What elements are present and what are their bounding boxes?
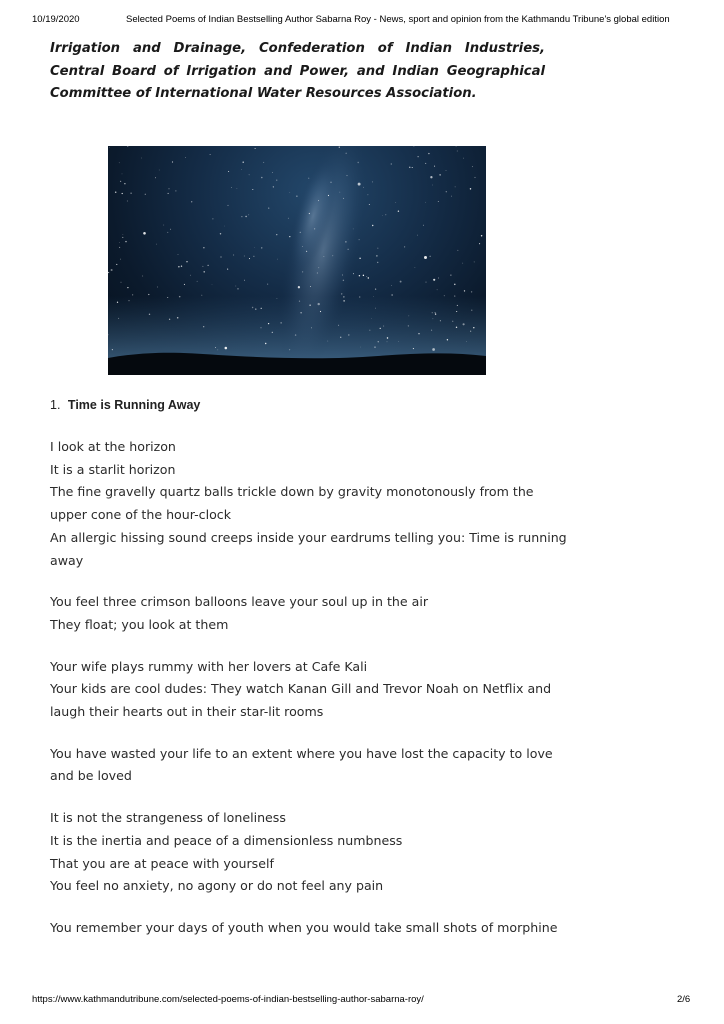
poem-line: It is the inertia and peace of a dimensionless numbness [50, 832, 403, 848]
star [267, 284, 268, 285]
star [157, 287, 158, 288]
star [317, 273, 318, 274]
poem-line: It is a starlit horizon [50, 461, 176, 477]
star [272, 332, 273, 333]
poem-stanza [50, 917, 570, 940]
poem-body [50, 436, 570, 959]
star [159, 170, 160, 171]
star [430, 176, 432, 178]
starry-sky-illustration [108, 146, 486, 375]
star [456, 327, 457, 328]
star [383, 326, 384, 327]
star [244, 255, 245, 256]
star [127, 200, 128, 201]
star [119, 242, 120, 243]
star [456, 146, 457, 147]
star [451, 196, 452, 197]
star [418, 333, 419, 334]
star [348, 334, 349, 335]
star [298, 286, 300, 288]
star [372, 181, 373, 182]
star [378, 341, 379, 342]
star [248, 214, 249, 215]
star [456, 311, 457, 312]
poem-number: 1. [50, 398, 61, 412]
star [346, 153, 347, 154]
starry-night-sky-photo [108, 146, 486, 375]
star [254, 247, 255, 248]
poem-title: Time is Running Away [67, 398, 201, 412]
star [130, 192, 131, 193]
star [392, 294, 393, 295]
star [346, 175, 347, 176]
star [276, 234, 277, 235]
star [425, 163, 426, 164]
star [311, 327, 312, 328]
poem-line: It is not the strangeness of loneliness [50, 810, 286, 826]
star [391, 164, 392, 165]
star [120, 259, 121, 260]
star [149, 314, 150, 315]
star [470, 331, 471, 332]
star [432, 348, 435, 351]
poem-heading [50, 398, 200, 412]
star [300, 312, 301, 313]
star [433, 279, 435, 281]
star [341, 293, 342, 294]
star [243, 162, 244, 163]
star [432, 185, 433, 186]
star [413, 348, 414, 349]
star [343, 280, 344, 281]
poem-line: You feel three crimson balloons leave your soul up in the air [50, 594, 429, 610]
star [431, 330, 432, 331]
star [398, 210, 399, 211]
star [268, 323, 269, 324]
star [170, 229, 171, 230]
star [233, 255, 234, 256]
star [425, 202, 426, 203]
star [424, 256, 427, 259]
star [387, 341, 388, 342]
star [457, 150, 458, 151]
star [289, 236, 290, 237]
star [123, 234, 124, 235]
star [373, 296, 374, 297]
star [191, 201, 192, 202]
star [109, 147, 110, 148]
star [418, 156, 419, 157]
star [272, 172, 273, 173]
star [320, 311, 321, 312]
star [169, 319, 170, 320]
star [117, 302, 118, 303]
star [302, 246, 303, 247]
print-page-title: Selected Poems of Indian Bestselling Author Sabarna Roy - News, sport and opinion from the Kathmandu Tribune's global edition [126, 14, 670, 25]
star [330, 182, 331, 183]
star [122, 237, 123, 238]
star [276, 180, 277, 181]
star [343, 198, 344, 199]
star [163, 225, 164, 226]
star [156, 244, 157, 245]
star [471, 291, 472, 292]
star [143, 232, 146, 235]
star [366, 276, 367, 277]
star [108, 272, 109, 273]
star [249, 174, 250, 175]
star [463, 323, 465, 325]
star [474, 177, 475, 178]
star [452, 321, 453, 322]
star [122, 174, 123, 175]
star [457, 305, 458, 306]
star [409, 167, 410, 168]
star [472, 166, 473, 167]
star [125, 241, 126, 242]
star [430, 256, 431, 257]
star [116, 264, 117, 265]
star [374, 346, 375, 347]
star [345, 241, 346, 242]
star [178, 266, 179, 267]
star [289, 192, 290, 193]
star [318, 200, 319, 201]
star [308, 178, 309, 179]
star [179, 296, 181, 298]
star [471, 310, 472, 311]
star [306, 251, 307, 252]
star [309, 213, 310, 214]
star [438, 278, 439, 279]
star [434, 166, 435, 167]
poem-stanza [50, 436, 570, 572]
star [438, 201, 439, 202]
star [288, 218, 289, 219]
poem-line: The fine gravelly quartz balls trickle down by gravity monotonously from the upper cone of the hour-clock [50, 484, 534, 523]
star [115, 192, 116, 193]
star [398, 341, 399, 342]
star [454, 284, 455, 285]
star [339, 192, 340, 193]
star [314, 228, 315, 229]
star [169, 188, 170, 189]
star [197, 281, 198, 282]
star [212, 218, 213, 219]
star [368, 277, 369, 278]
star [357, 162, 358, 163]
star [375, 288, 376, 289]
star [228, 171, 229, 172]
star [255, 148, 256, 149]
star [382, 215, 383, 216]
star [253, 256, 254, 257]
star [435, 312, 436, 313]
star [433, 318, 434, 319]
star [454, 295, 455, 296]
poem-line: An allergic hissing sound creeps inside your eardrums telling you: Time is running away [50, 529, 567, 568]
star [120, 181, 121, 182]
intro-paragraph: Irrigation and Drainage, Confederation of Indian Industries, Central Board of Irrigation and Power, and Indian Geographical Committee of International Water Resources Association. [50, 41, 545, 101]
star [168, 193, 169, 194]
print-date: 10/19/2020 [32, 14, 80, 25]
star [167, 297, 168, 298]
star [277, 259, 278, 260]
star [359, 297, 360, 298]
star [208, 265, 209, 266]
print-header [0, 14, 724, 28]
star [241, 169, 242, 170]
star [263, 162, 264, 163]
star [141, 158, 142, 159]
star [175, 190, 176, 191]
star [423, 225, 424, 226]
star [127, 287, 128, 288]
star [203, 247, 204, 248]
star [375, 308, 376, 309]
star [458, 250, 459, 251]
star [387, 337, 388, 338]
star [122, 193, 123, 194]
page-number: 2/6 [677, 994, 691, 1005]
star [145, 194, 146, 195]
star [212, 284, 213, 285]
star [225, 347, 228, 350]
star [343, 296, 344, 297]
star [408, 316, 409, 317]
star [220, 233, 221, 234]
star [470, 188, 471, 189]
star [444, 295, 445, 296]
star [237, 288, 238, 289]
star [119, 162, 120, 163]
star [178, 254, 179, 255]
star [363, 275, 364, 276]
star [261, 177, 263, 179]
star [446, 191, 447, 192]
star [172, 161, 173, 162]
star [391, 285, 392, 286]
star [249, 258, 250, 259]
star [181, 265, 182, 266]
star [268, 207, 269, 208]
star [359, 275, 360, 276]
star [413, 146, 414, 147]
star [190, 275, 191, 276]
star [385, 214, 386, 215]
star [276, 298, 277, 299]
star [342, 275, 343, 276]
star [244, 280, 245, 281]
star [252, 189, 253, 190]
star [261, 308, 262, 309]
star [338, 325, 339, 326]
star [464, 290, 465, 291]
star [220, 256, 221, 257]
star [376, 255, 377, 256]
poem-stanza [50, 656, 570, 724]
star [184, 284, 185, 285]
star [353, 229, 354, 230]
poem-line: I look at the horizon [50, 439, 176, 454]
star [215, 347, 216, 348]
star [339, 147, 340, 148]
star [227, 269, 228, 270]
star [210, 154, 211, 155]
poem-line: That you are at peace with yourself [50, 855, 274, 871]
star [111, 269, 113, 271]
star [378, 248, 379, 249]
star [224, 226, 225, 227]
star [299, 301, 300, 302]
star [426, 282, 427, 283]
star [446, 170, 447, 171]
poem-stanza [50, 591, 570, 636]
star [400, 281, 402, 283]
star [332, 255, 333, 256]
star [318, 303, 320, 305]
star [241, 216, 242, 217]
star [255, 308, 256, 309]
star [358, 183, 361, 186]
star [359, 239, 360, 240]
star [360, 347, 361, 348]
star [310, 286, 311, 287]
star [343, 300, 344, 301]
star [119, 247, 120, 248]
star [437, 289, 438, 290]
star [327, 341, 328, 342]
star [473, 327, 474, 328]
star [348, 249, 349, 250]
poem-stanza [50, 743, 570, 788]
star [363, 187, 364, 188]
poem-line: You feel no anxiety, no agony or do not feel any pain [50, 878, 384, 894]
star [432, 312, 433, 313]
star [203, 271, 204, 272]
star [300, 232, 301, 233]
star [124, 183, 125, 184]
star [185, 157, 186, 158]
star [155, 177, 156, 178]
star [261, 247, 262, 248]
star [359, 258, 360, 259]
star [324, 256, 325, 257]
star [177, 317, 179, 319]
star [127, 146, 128, 147]
star [415, 267, 416, 268]
star [148, 294, 149, 295]
star [245, 216, 246, 217]
star [353, 273, 354, 274]
star [370, 330, 371, 331]
star [309, 305, 310, 306]
poem-line: Your kids are cool dudes: They watch Kanan Gill and Trevor Noah on Netflix and laugh their hearts out in their star-lit rooms [50, 681, 552, 720]
star [439, 174, 440, 175]
star [132, 294, 133, 295]
star [450, 275, 451, 276]
star [237, 188, 238, 189]
star [202, 266, 203, 267]
star [203, 326, 204, 327]
print-url: https://www.kathmandutribune.com/selected-poems-of-indian-bestselling-author-sabarna-roy/ [32, 994, 424, 1005]
star [372, 225, 373, 226]
star [367, 194, 368, 195]
star [395, 202, 396, 203]
star [328, 195, 329, 196]
star [302, 271, 303, 272]
star [462, 263, 463, 264]
star [167, 232, 168, 233]
star [377, 262, 378, 263]
poem-stanza [50, 807, 570, 898]
star [435, 313, 436, 314]
poem-line: You have wasted your life to an extent where you have lost the capacity to love and be loved [50, 745, 553, 784]
star [481, 235, 482, 236]
star [228, 205, 229, 206]
star [447, 339, 448, 340]
poem-line: Your wife plays rummy with her lovers at Cafe Kali [50, 658, 368, 674]
star [428, 153, 429, 154]
star [252, 307, 253, 308]
star [455, 187, 456, 188]
star [408, 325, 409, 326]
star [340, 337, 341, 338]
star [440, 320, 441, 321]
star [281, 322, 282, 323]
star [289, 349, 290, 350]
star [369, 204, 370, 205]
star [273, 186, 274, 187]
star [118, 318, 119, 319]
star [112, 349, 113, 350]
star [120, 282, 121, 283]
poem-line: They float; you look at them [50, 616, 229, 632]
star [371, 318, 372, 319]
star [417, 235, 418, 236]
star [231, 187, 232, 188]
star [261, 327, 262, 328]
star [463, 158, 464, 159]
star [142, 275, 143, 276]
star [296, 196, 297, 197]
star [201, 295, 202, 296]
poem-line: You remember your days of youth when you would take small shots of morphine [50, 919, 558, 935]
star [186, 261, 187, 262]
star [217, 350, 218, 351]
star [318, 267, 319, 268]
star [466, 341, 467, 342]
star [265, 343, 266, 344]
star [235, 286, 236, 287]
star [128, 300, 129, 301]
star [295, 334, 296, 335]
star [412, 167, 413, 168]
star [380, 328, 381, 329]
star [474, 261, 475, 262]
star [479, 243, 480, 244]
star [404, 246, 405, 247]
